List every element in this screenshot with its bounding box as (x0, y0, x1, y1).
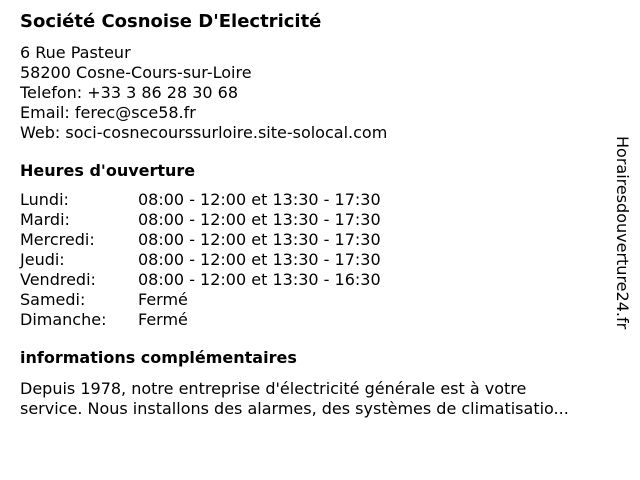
hours-day: Samedi: (20, 290, 86, 309)
opening-hours-heading: Heures d'ouverture (20, 161, 196, 180)
hours-time: 08:00 - 12:00 et 13:30 - 17:30 (138, 230, 381, 249)
additional-info-heading: informations complémentaires (20, 348, 297, 367)
hours-time: 08:00 - 12:00 et 13:30 - 17:30 (138, 190, 381, 209)
website-line: Web: soci-cosnecourssurloire.site-solocal.com (20, 123, 388, 142)
hours-row-friday (20, 270, 610, 290)
hours-row-monday (20, 190, 610, 210)
hours-time: 08:00 - 12:00 et 13:30 - 17:30 (138, 210, 381, 229)
hours-day: Vendredi: (20, 270, 96, 289)
hours-row-wednesday (20, 230, 610, 250)
hours-row-saturday (20, 290, 610, 310)
hours-row-sunday (20, 310, 610, 330)
street-address: 6 Rue Pasteur (20, 43, 131, 62)
city-address: 58200 Cosne-Cours-sur-Loire (20, 63, 252, 82)
hours-day: Jeudi: (20, 250, 65, 269)
hours-row-tuesday (20, 210, 610, 230)
hours-time: Fermé (138, 310, 188, 329)
hours-time: Fermé (138, 290, 188, 309)
hours-time: 08:00 - 12:00 et 13:30 - 17:30 (138, 250, 381, 269)
description-line: Depuis 1978, notre entreprise d'électricité générale est à votre (20, 379, 527, 398)
hours-day: Dimanche: (20, 310, 107, 329)
address-block (20, 43, 610, 143)
business-description (20, 379, 610, 419)
business-card (20, 10, 610, 419)
hours-day: Mercredi: (20, 230, 95, 249)
hours-day: Lundi: (20, 190, 69, 209)
hours-time: 08:00 - 12:00 et 13:30 - 16:30 (138, 270, 381, 289)
email-line: Email: ferec@sce58.fr (20, 103, 196, 122)
site-watermark: Horairesdouverture24.fr (613, 136, 632, 330)
hours-day: Mardi: (20, 210, 70, 229)
business-name: Société Cosnoise D'Electricité (20, 11, 322, 32)
description-line: service. Nous installons des alarmes, des systèmes de climatisatio... (20, 399, 569, 418)
opening-hours-table (20, 190, 610, 330)
phone-line: Telefon: +33 3 86 28 30 68 (20, 83, 239, 102)
hours-row-thursday (20, 250, 610, 270)
